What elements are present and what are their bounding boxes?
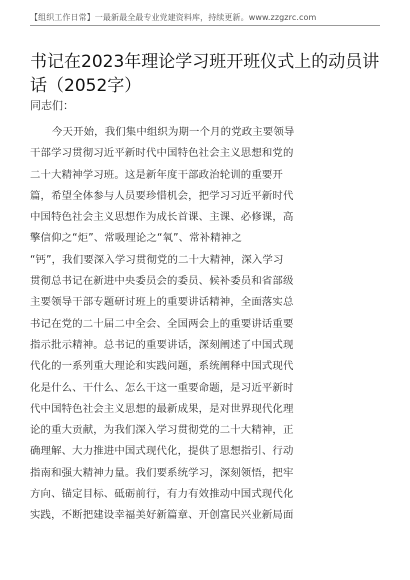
body-line: 二十大精神学习班。这是新年度干部政治轮训的重要开 <box>30 168 283 181</box>
body-line: 书记在党的二十届二中全会、全国两会上的重要讲话重要 <box>30 317 294 330</box>
body-line: 贯彻总书记在新进中央委员会的委员、候补委员和省部级 <box>30 275 294 288</box>
header-note: 【组织工作日常】一最新最全最专业党建资料库，持续更新。www.zzgzrc.com <box>30 13 317 22</box>
salutation: 同志们： <box>30 99 74 112</box>
body-line: 今天开始，我们集中组织为期一个月的党政主要领导 <box>52 126 295 138</box>
body-line: 指南和强大精神力量。我们要系统学习，深刻领悟，把牢 <box>30 466 294 479</box>
body-line: 实践，不断把建设幸福美好新篇章、开创富民兴业新局面 <box>30 509 294 522</box>
body-line: 论的重大贡献，为我们深入学习贯彻党的二十大精神，正 <box>30 424 294 437</box>
body-line: 化是什么、干什么、怎么干这一重要命题，是习近平新时 <box>30 381 294 394</box>
body-line: “钙”，我们要深入学习贯彻党的二十大精神，深入学习 <box>30 253 284 266</box>
body-line: 干部学习贯彻习近平新时代中国特色社会主义思想和党的 <box>30 147 294 160</box>
header-divider <box>30 25 380 26</box>
body-line: 擎信仰之“炬”、常吸理论之“氧”、常补精神之 <box>30 232 242 245</box>
body-line: 主要领导干部专题研讨班上的重要讲话精神，全面落实总 <box>30 296 294 309</box>
body-line: 中国特色社会主义思想作为成长首课、主课、必修课，高 <box>30 211 294 224</box>
body-line: 代化的一系列重大理论和实践问题，系统阐释中国式现代 <box>30 360 294 373</box>
document-title: 书记在2023年理论学习班开班仪式上的动员讲话（2052字） <box>30 52 380 96</box>
document-body <box>30 122 382 527</box>
body-line: 方向、锚定目标、砥砺前行，有力有效推动中国式现代化 <box>30 488 294 501</box>
body-line: 确理解、大力推进中国式现代化，提供了思想指引、行动 <box>30 445 294 458</box>
body-line: 篇，希望全体参与人员要珍惜机会，把学习习近平新时代 <box>30 189 294 202</box>
body-line: 代中国特色社会主义思想的最新成果，是对世界现代化理 <box>30 402 294 415</box>
body-line: 指示批示精神。总书记的重要讲话，深刻阐述了中国式现 <box>30 338 294 351</box>
